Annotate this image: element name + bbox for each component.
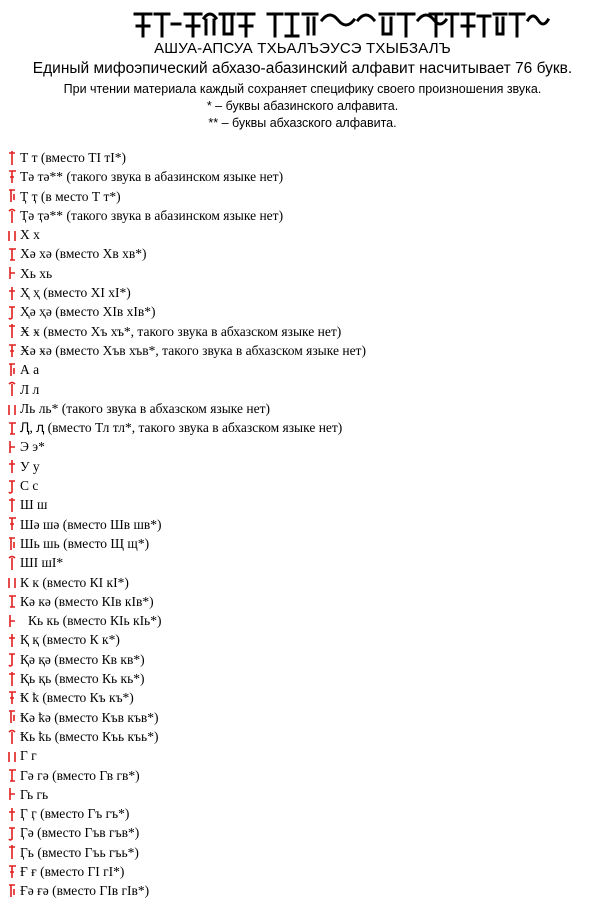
letter-glyph-14	[7, 401, 18, 417]
letter-row	[7, 804, 602, 823]
letter-text: Т т (вместо ТI тI*)	[20, 150, 127, 165]
letter-text: Гь гь	[20, 786, 49, 802]
letter-glyph-10	[7, 323, 18, 339]
letter-text: К к (вместо КI кI*)	[20, 574, 129, 590]
abaza-note: * – буквы абазинского алфавита.	[206, 99, 399, 113]
letter-row	[7, 727, 602, 746]
abkhaz-note: ** – буквы абхазского алфавита.	[208, 116, 397, 130]
letter-glyph-31	[7, 729, 18, 745]
letter-glyph-8	[7, 285, 18, 301]
letter-row	[7, 476, 602, 495]
letter-text: Ҳә ҳә (вместо ХIв хIв*)	[20, 304, 156, 320]
letter-text: С с	[20, 478, 39, 494]
letter-text: Л л	[20, 381, 40, 397]
letter-row	[7, 380, 602, 399]
letter-text: Кь кь (вместо КIь кIь*)	[28, 613, 162, 629]
letter-row	[7, 225, 602, 244]
letter-text: Ӷ ӷ (вместо Гъ гъ*)	[20, 806, 130, 822]
letter-glyph-5	[7, 227, 18, 243]
letter-text: Ҟ ҟ (вместо Къ къ*)	[20, 690, 134, 706]
letter-text: Шь шь (вместо Щ щ*)	[20, 535, 150, 551]
letter-text: Ҭә ҭә** (такого звука в абазинском языке нет)	[20, 207, 284, 223]
letter-glyph-6	[7, 246, 18, 262]
letter-row	[7, 495, 602, 514]
letter-row	[7, 302, 602, 321]
letter-row	[7, 283, 602, 302]
letter-glyph-18	[7, 478, 18, 494]
letter-glyph-32	[7, 748, 18, 764]
reading-note: При чтении материала каждый сохраняет специфику своего произношения звука.	[63, 82, 542, 96]
letter-row	[7, 766, 602, 785]
letter-row	[7, 457, 602, 476]
letter-glyph-37	[7, 844, 18, 860]
letter-row	[7, 785, 602, 804]
letter-text: Хь хь	[20, 265, 53, 281]
letter-row	[7, 322, 602, 341]
letter-text: Ӷь (вместо Гъь гъь*)	[20, 844, 139, 860]
letter-row	[7, 148, 602, 167]
letter-glyph-28	[7, 671, 18, 687]
letter-glyph-20	[7, 516, 18, 532]
letter-glyph-3	[7, 188, 18, 204]
letter-glyph-35	[7, 806, 18, 822]
letter-text: Ҳ ҳ (вместо ХI хI*)	[20, 285, 131, 301]
letter-row	[7, 881, 602, 900]
letter-row	[7, 399, 602, 418]
letter-glyph-26	[7, 632, 18, 648]
letter-row	[7, 341, 602, 360]
letter-text: Хә хә (вместо Хв хв*)	[20, 246, 147, 262]
letter-text: Ль ль* (такого звука в абхазском языке нет)	[20, 400, 271, 416]
letter-text: Қ қ (вместо К к*)	[20, 632, 120, 648]
letter-text: ШI шI*	[20, 555, 64, 571]
letter-text: Ғ ғ (вместо ГI гI*)	[20, 863, 125, 879]
letter-glyph-13	[7, 381, 18, 397]
letter-row	[7, 515, 602, 534]
letter-row	[7, 592, 602, 611]
letter-text: Г г	[20, 748, 37, 764]
letter-row	[7, 534, 602, 553]
letter-text: А а	[20, 362, 40, 378]
letter-text: Ҭ ҭ (в место Т т*)	[20, 188, 121, 204]
letter-text: Қь қь (вместо Кь кь*)	[20, 671, 145, 687]
letter-glyph-33	[7, 767, 18, 783]
letter-glyph-34	[7, 786, 18, 802]
letter-text: Ӿ ӿ (вместо Хъ хъ*, такого звука в абхазском языке нет)	[20, 323, 342, 339]
letter-row	[7, 823, 602, 842]
letter-text: Ӷә (вместо Гъв гъв*)	[20, 825, 140, 841]
letter-glyph-11	[7, 343, 18, 359]
letter-text: Ғә ғә (вместо ГIв гIв*)	[20, 883, 150, 899]
script-title-logo	[0, 6, 605, 42]
letter-row	[7, 360, 602, 379]
letter-text: У у	[20, 458, 40, 474]
letter-glyph-4	[7, 208, 18, 224]
letter-glyph-38	[7, 864, 18, 880]
letter-text: Э э*	[20, 439, 45, 455]
letter-glyph-30	[7, 709, 18, 725]
letter-text: Кә кә (вместо КIв кIв*)	[20, 593, 154, 609]
letter-row	[7, 708, 602, 727]
letter-row	[7, 418, 602, 437]
letter-glyph-39	[7, 883, 18, 899]
letter-text: Қә қә (вместо Кв кв*)	[20, 651, 145, 667]
letter-row	[7, 862, 602, 881]
page-title: АШУА-АПСУА ТХЬАЛЪЭУСЭ ТХЫБЗАЛЪ	[154, 40, 451, 57]
letter-row	[7, 244, 602, 263]
letter-row	[7, 669, 602, 688]
letter-glyph-27	[7, 651, 18, 667]
letter-glyph-21	[7, 536, 18, 552]
letter-row	[7, 630, 602, 649]
alphabet-list	[7, 148, 602, 901]
letter-text: Ԯ, ԯ (вместо Тл тл*, такого звука в абхазском языке нет)	[20, 420, 343, 436]
letter-text: Тә тә** (такого звука в абазинском языке нет)	[20, 169, 284, 185]
letter-text: Ҟь ҟь (вместо Къь къь*)	[20, 728, 159, 744]
letter-glyph-1	[7, 150, 18, 166]
letter-glyph-9	[7, 304, 18, 320]
letter-glyph-16	[7, 439, 18, 455]
letter-text: Ӿә ӿә (вместо Хъв хъв*, такого звука в абхазском языке нет)	[20, 342, 366, 358]
letter-row	[7, 437, 602, 456]
letter-row	[7, 553, 602, 572]
letter-row	[7, 843, 602, 862]
letter-glyph-24	[7, 593, 18, 609]
letter-glyph-7	[7, 265, 18, 281]
letter-text: Ш ш	[20, 497, 48, 513]
letter-row	[7, 746, 602, 765]
letter-row	[7, 187, 602, 206]
letter-row	[7, 264, 602, 283]
letter-text: Гә гә (вместо Гв гв*)	[20, 767, 140, 783]
letter-text: Х х	[20, 227, 40, 243]
letter-glyph-2	[7, 169, 18, 185]
letter-glyph-23	[7, 574, 18, 590]
letter-text: Ҟә ҟә (вместо Къв къв*)	[20, 709, 159, 725]
letter-glyph-19	[7, 497, 18, 513]
letter-row	[7, 573, 602, 592]
letter-glyph-25	[7, 613, 18, 629]
letter-glyph-29	[7, 690, 18, 706]
letter-row	[7, 611, 602, 630]
letter-glyph-17	[7, 458, 18, 474]
letter-glyph-36	[7, 825, 18, 841]
page-subtitle: Единый мифоэпический абхазо-абазинский алфавит насчитывает 76 букв.	[32, 60, 573, 77]
letter-row	[7, 167, 602, 186]
letter-glyph-15	[7, 420, 18, 436]
letter-row	[7, 206, 602, 225]
letter-row	[7, 688, 602, 707]
letter-glyph-22	[7, 555, 18, 571]
letter-row	[7, 650, 602, 669]
letter-glyph-12	[7, 362, 18, 378]
letter-text: Шә шә (вместо Шв шв*)	[20, 516, 162, 532]
